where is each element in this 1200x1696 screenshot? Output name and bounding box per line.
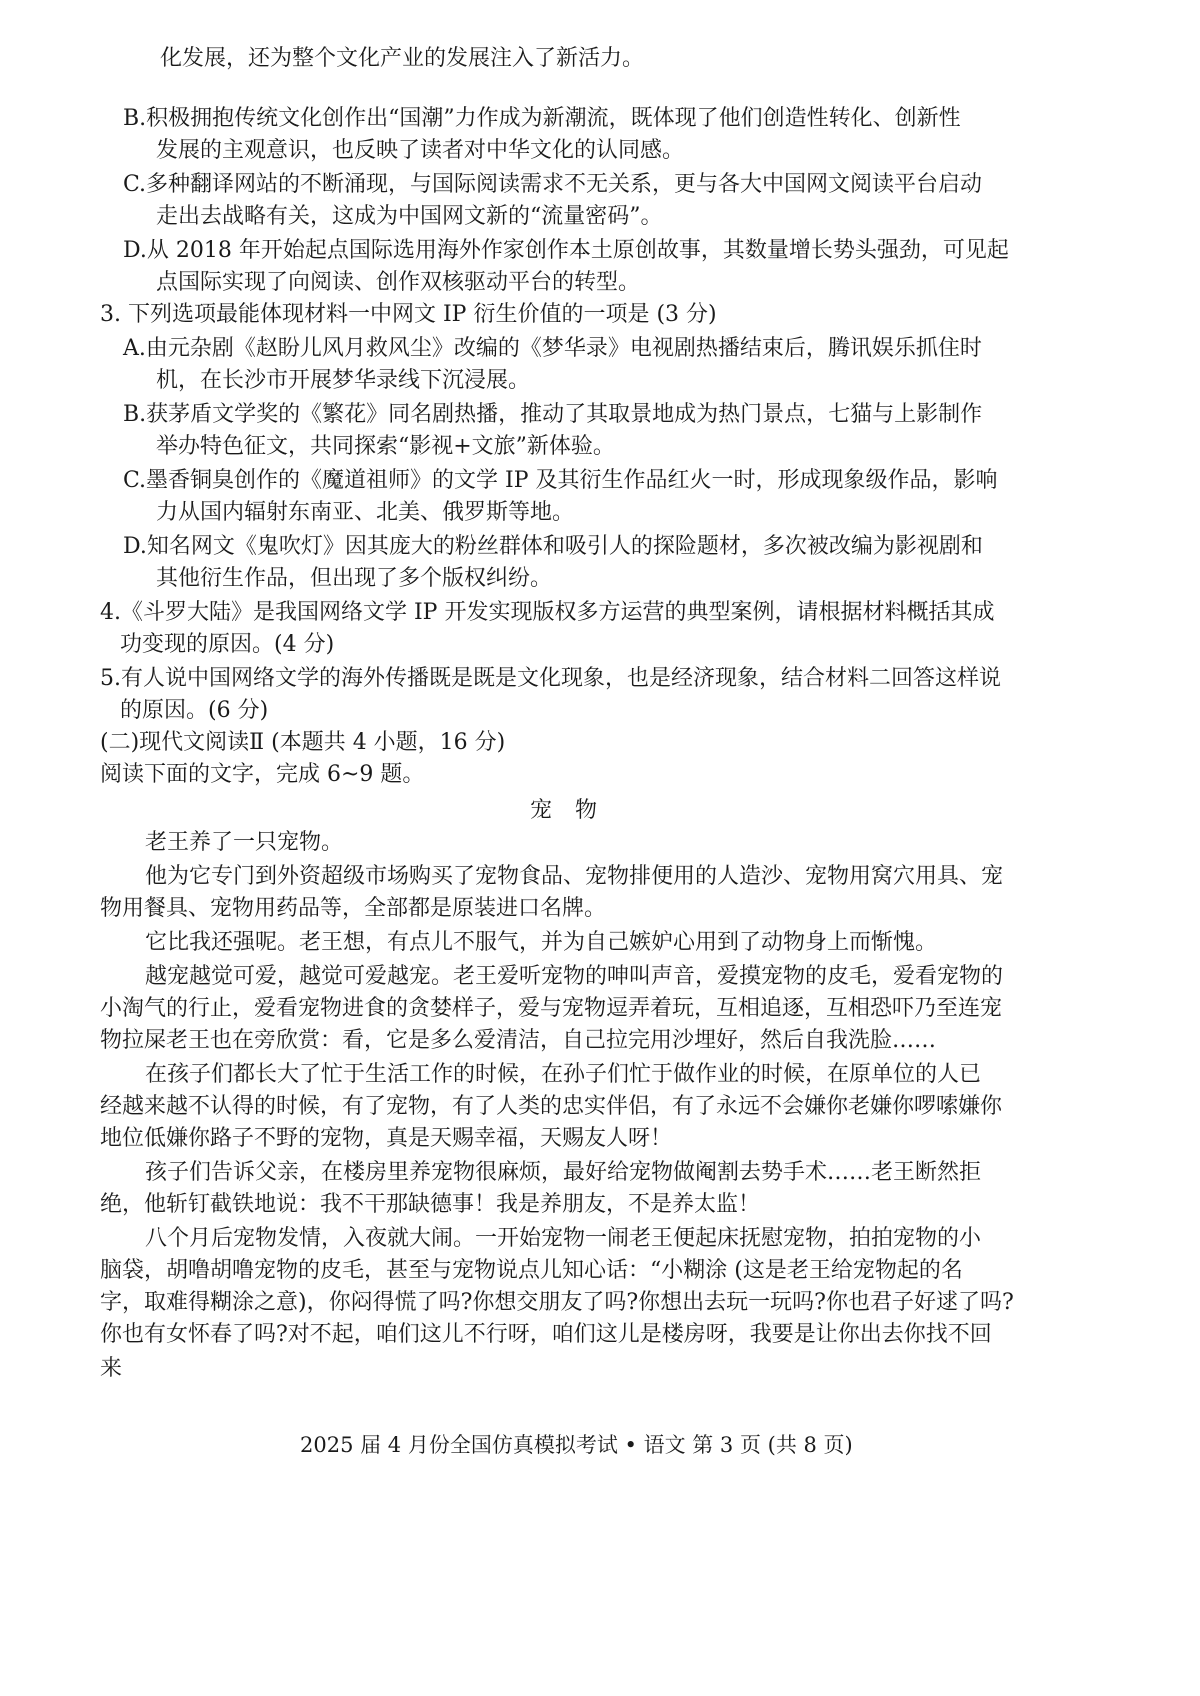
story-line: 在孩子们都长大了忙于生活工作的时候，在孙子们忙于做作业的时候，在原单位的人已 <box>145 1062 982 1087</box>
q2-option-b-line2: 发展的主观意识，也反映了读者对中华文化的认同感。 <box>156 138 685 163</box>
q3-option-a-line1: A.由元杂剧《赵盼儿风月救风尘》改编的《梦华录》电视剧热播结束后，腾讯娱乐抓住时 <box>123 336 982 361</box>
q3-option-c-line1: C.墨香铜臭创作的《魔道祖师》的文学 IP 及其衍生作品红火一时，形成现象级作品，影响 <box>123 468 998 493</box>
story-line: 地位低嫌你路子不野的宠物，真是天赐幸福，天赐友人呀！ <box>100 1126 673 1151</box>
story-line: 越宠越觉可爱，越觉可爱越宠。老王爱听宠物的呻叫声音，爱摸宠物的皮毛，爱看宠物的 <box>145 964 1004 989</box>
q3-option-d-line1: D.知名网文《鬼吹灯》因其庞大的粉丝群体和吸引人的探险题材，多次被改编为影视剧和 <box>123 534 983 559</box>
q2-option-d-line2: 点国际实现了向阅读、创作双核驱动平台的转型。 <box>156 270 641 295</box>
q3-option-a-line2: 机，在长沙市开展梦华录线下沉浸展。 <box>156 368 531 393</box>
q2-option-c-line2: 走出去战略有关，这成为中国网文新的“流量密码”。 <box>156 204 663 229</box>
q5-line2: 的原因。(6 分) <box>120 698 269 723</box>
q3-option-c-line2: 力从国内辐射东南亚、北美、俄罗斯等地。 <box>156 500 575 525</box>
story-line: 物用餐具、宠物用药品等，全部都是原装进口名牌。 <box>100 896 607 921</box>
story-line: 字，取难得糊涂之意)，你闷得慌了吗?你想交朋友了吗?你想出去玩一玩吗?你也君子好逑了吗? <box>100 1290 1014 1315</box>
q2-option-c-line1: C.多种翻译网站的不断涌现，与国际阅读需求不无关系，更与各大中国网文阅读平台启动 <box>123 172 983 197</box>
story-line: 经越来越不认得的时候，有了宠物，有了人类的忠实伴侣，有了永远不会嫌你老嫌你啰嗦嫌你 <box>100 1094 1003 1119</box>
q3-option-b-line2: 举办特色征文，共同探索“影视+文旅”新体验。 <box>156 434 615 459</box>
q5-line1: 5.有人说中国网络文学的海外传播既是既是文化现象，也是经济现象，结合材料二回答这样说 <box>100 666 1001 691</box>
q2-option-b-line1: B.积极拥抱传统文化创作出“国潮”力作成为新潮流，既体现了他们创造性转化、创新性 <box>123 106 961 131</box>
q2-option-a-cont: 化发展，还为整个文化产业的发展注入了新活力。 <box>160 46 645 71</box>
page-footer: 2025 届 4 月份全国仿真模拟考试 • 语文 第 3 页 (共 8 页) <box>300 1433 853 1457</box>
q4-line1: 4.《斗罗大陆》是我国网络文学 IP 开发实现版权多方运营的典型案例，请根据材料概括其成 <box>100 600 995 625</box>
q3-option-b-line1: B.获茅盾文学奖的《繁花》同名剧热播，推动了其取景地成为热门景点，七猫与上影制作 <box>123 402 983 427</box>
section2-instruction: 阅读下面的文字，完成 6~9 题。 <box>100 762 425 787</box>
section2-heading: (二)现代文阅读Ⅱ (本题共 4 小题，16 分) <box>100 730 506 755</box>
story-line: 它比我还强呢。老王想，有点儿不服气，并为自己嫉妒心用到了动物身上而惭愧。 <box>145 930 938 955</box>
story-line: 八个月后宠物发情，入夜就大闹。一开始宠物一闹老王便起床抚慰宠物，拍拍宠物的小 <box>145 1226 982 1251</box>
story-line: 你也有女怀春了吗?对不起，咱们这儿不行呀，咱们这儿是楼房呀，我要是让你出去你找不回 <box>100 1322 992 1347</box>
story-line: 孩子们告诉父亲，在楼房里养宠物很麻烦，最好给宠物做阉割去势手术……老王断然拒 <box>145 1160 982 1185</box>
story-line: 老王养了一只宠物。 <box>145 830 344 855</box>
q4-line2: 功变现的原因。(4 分) <box>120 632 335 657</box>
story-line: 小淘气的行止，爱看宠物进食的贪婪样子，爱与宠物逗弄着玩，互相追逐，互相恐吓乃至连宠 <box>100 996 1003 1021</box>
story-line: 绝，他斩钉截铁地说：我不干那缺德事！我是养朋友，不是养太监！ <box>100 1192 761 1217</box>
q3-stem: 3. 下列选项最能体现材料一中网文 IP 衍生价值的一项是 (3 分) <box>100 302 717 327</box>
story-line: 物拉屎老王也在旁欣赏：看，它是多么爱清洁，自己拉完用沙埋好，然后自我洗脸…… <box>100 1028 937 1053</box>
story-line: 他为它专门到外资超级市场购买了宠物食品、宠物排便用的人造沙、宠物用窝穴用具、宠 <box>145 864 1004 889</box>
story-line: 脑袋，胡噜胡噜宠物的皮毛，甚至与宠物说点儿知心话：“小糊涂 (这是老王给宠物起的名 <box>100 1258 963 1283</box>
story-line: 来 <box>100 1356 123 1381</box>
q2-option-d-line1: D.从 2018 年开始起点国际选用海外作家创作本土原创故事，其数量增长势头强劲，可见起 <box>123 238 1009 263</box>
q3-option-d-line2: 其他衍生作品，但出现了多个版权纠纷。 <box>156 566 553 591</box>
story-title: 宠 物 <box>530 798 605 823</box>
